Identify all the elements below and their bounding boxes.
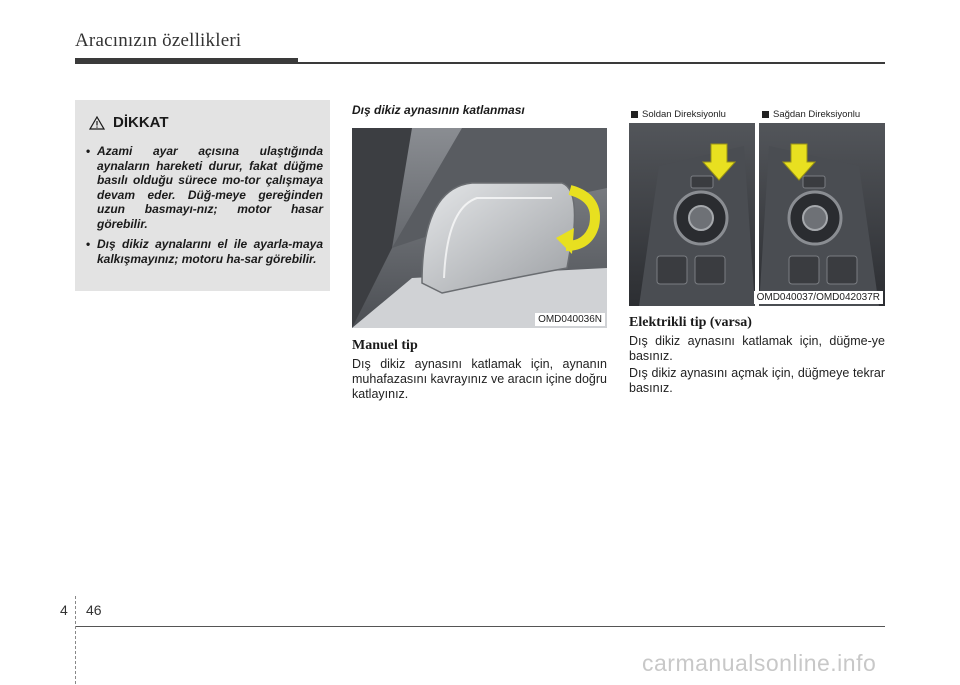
square-bullet-icon — [762, 111, 769, 118]
footer-rule — [75, 626, 885, 627]
manual-mirror-photo — [352, 128, 607, 328]
page-number: 46 — [86, 602, 102, 618]
manual-type-heading: Manuel tip — [352, 338, 418, 353]
warning-list — [83, 144, 323, 272]
warning-item: • Azami ayar açısına ulaştığında aynaların hareketi durur, fakat düğme basılı olduğu sürece mo-tor çalışmaya devam eder. Düğ-meye gereğinden uzun basmayı-nız; motor hasar görebilir. — [83, 144, 323, 231]
electric-type-text-1: Dış dikiz aynasını katlamak için, düğme-ye basınız. — [629, 334, 885, 363]
warning-item: • Dış dikiz aynalarını el ile ayarla-maya kalkışmayınız; motoru ha-sar görebilir. — [83, 237, 323, 266]
warning-triangle-icon — [89, 116, 105, 130]
electric-type-text-2: Dış dikiz aynasını açmak için, düğmeye tekrar basınız. — [629, 366, 885, 395]
mirror-illustration — [352, 128, 607, 328]
legend-left-label: Soldan Direksiyonlu — [642, 109, 726, 120]
footer-divider — [75, 596, 76, 684]
section-heading: Dış dikiz aynasının katlanması — [352, 103, 525, 117]
header-rule-thick — [75, 58, 298, 64]
warning-box — [75, 100, 330, 291]
legend-row — [629, 106, 885, 123]
square-bullet-icon — [631, 111, 638, 118]
legend-left — [629, 106, 760, 123]
warning-header — [89, 114, 169, 131]
watermark: carmanualsonline.info — [642, 650, 877, 676]
electric-type-heading: Elektrikli tip (varsa) — [629, 315, 752, 330]
mirror-switch-illustration — [629, 106, 885, 306]
image-code: OMD040037/OMD042037R — [754, 291, 883, 304]
legend-right — [760, 106, 860, 123]
page-header-title: Aracınızın özellikleri — [75, 30, 242, 51]
image-code: OMD040036N — [535, 313, 605, 326]
electric-mirror-photo — [629, 106, 885, 306]
warning-title: DİKKAT — [113, 114, 169, 131]
legend-right-label: Sağdan Direksiyonlu — [773, 109, 861, 120]
manual-type-text: Dış dikiz aynasını katlamak için, aynanın muhafazasını kavrayınız ve aracın içine doğru katlayınız. — [352, 357, 607, 401]
chapter-number: 4 — [60, 602, 68, 618]
header-rule-thin — [298, 62, 885, 64]
